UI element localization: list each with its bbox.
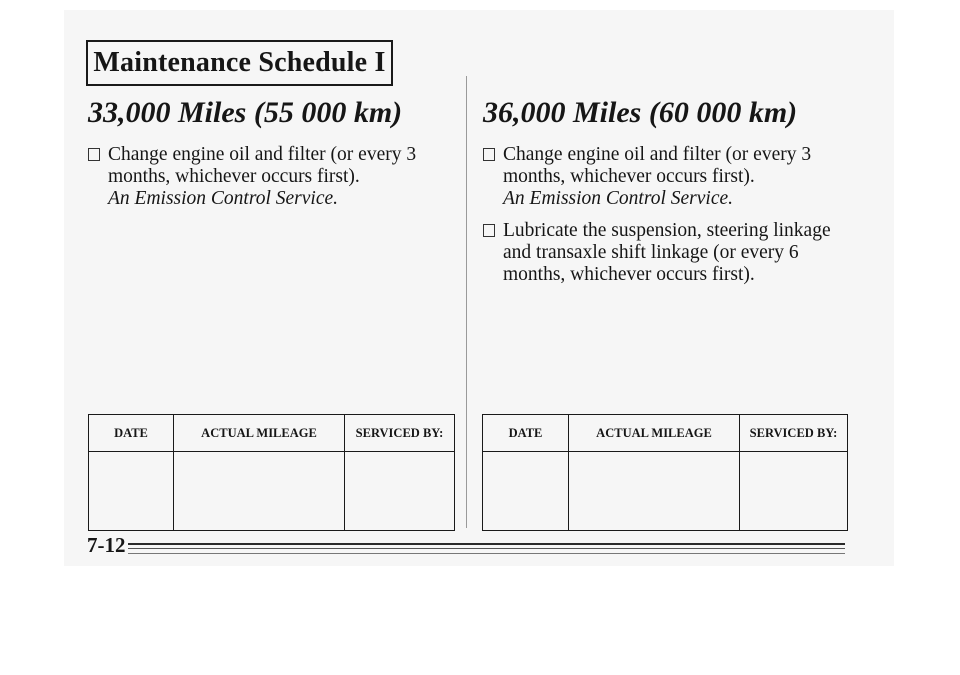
serviced-by-cell[interactable] — [345, 452, 455, 531]
checkbox-icon[interactable] — [88, 148, 100, 161]
mileage-heading: 33,000 Miles (55 000 km) — [88, 96, 403, 129]
table-row — [89, 452, 455, 531]
item-note: An Emission Control Service. — [503, 188, 734, 209]
column-header-mileage: ACTUAL MILEAGE — [174, 415, 345, 452]
mileage-cell[interactable] — [569, 452, 740, 531]
table-header-row — [483, 415, 848, 452]
checkbox-icon[interactable] — [483, 224, 495, 237]
left-column — [88, 96, 458, 220]
checklist-item[interactable] — [483, 220, 853, 286]
item-text: Change engine oil and filter (or every 3 months, whichever occurs first). — [108, 144, 417, 187]
column-header-serviced-by: SERVICED BY: — [345, 415, 455, 452]
serviced-by-cell[interactable] — [740, 452, 848, 531]
service-record-table — [482, 414, 848, 531]
service-record-table — [88, 414, 455, 531]
checkbox-icon[interactable] — [483, 148, 495, 161]
checklist-item[interactable] — [483, 144, 853, 210]
mileage-cell[interactable] — [174, 452, 345, 531]
footer-rule — [128, 548, 845, 549]
page-number: 7-12 — [87, 533, 126, 557]
footer-rule — [128, 543, 845, 545]
column-header-date: DATE — [89, 415, 174, 452]
item-text: Lubricate the suspension, steering linkage and transaxle shift linkage (or every 6 months, whichever occurs first). — [503, 220, 831, 285]
date-cell[interactable] — [483, 452, 569, 531]
column-header-mileage: ACTUAL MILEAGE — [569, 415, 740, 452]
checklist-item[interactable] — [88, 144, 458, 210]
table-row — [483, 452, 848, 531]
item-text: Change engine oil and filter (or every 3 months, whichever occurs first). — [503, 144, 812, 187]
date-cell[interactable] — [89, 452, 174, 531]
column-header-serviced-by: SERVICED BY: — [740, 415, 848, 452]
right-column — [483, 96, 853, 296]
table-header-row — [89, 415, 455, 452]
mileage-heading: 36,000 Miles (60 000 km) — [483, 96, 798, 129]
page-title: Maintenance Schedule I — [86, 40, 393, 86]
column-header-date: DATE — [483, 415, 569, 452]
column-divider — [466, 76, 467, 528]
footer-rule — [128, 553, 845, 554]
item-note: An Emission Control Service. — [108, 188, 339, 209]
